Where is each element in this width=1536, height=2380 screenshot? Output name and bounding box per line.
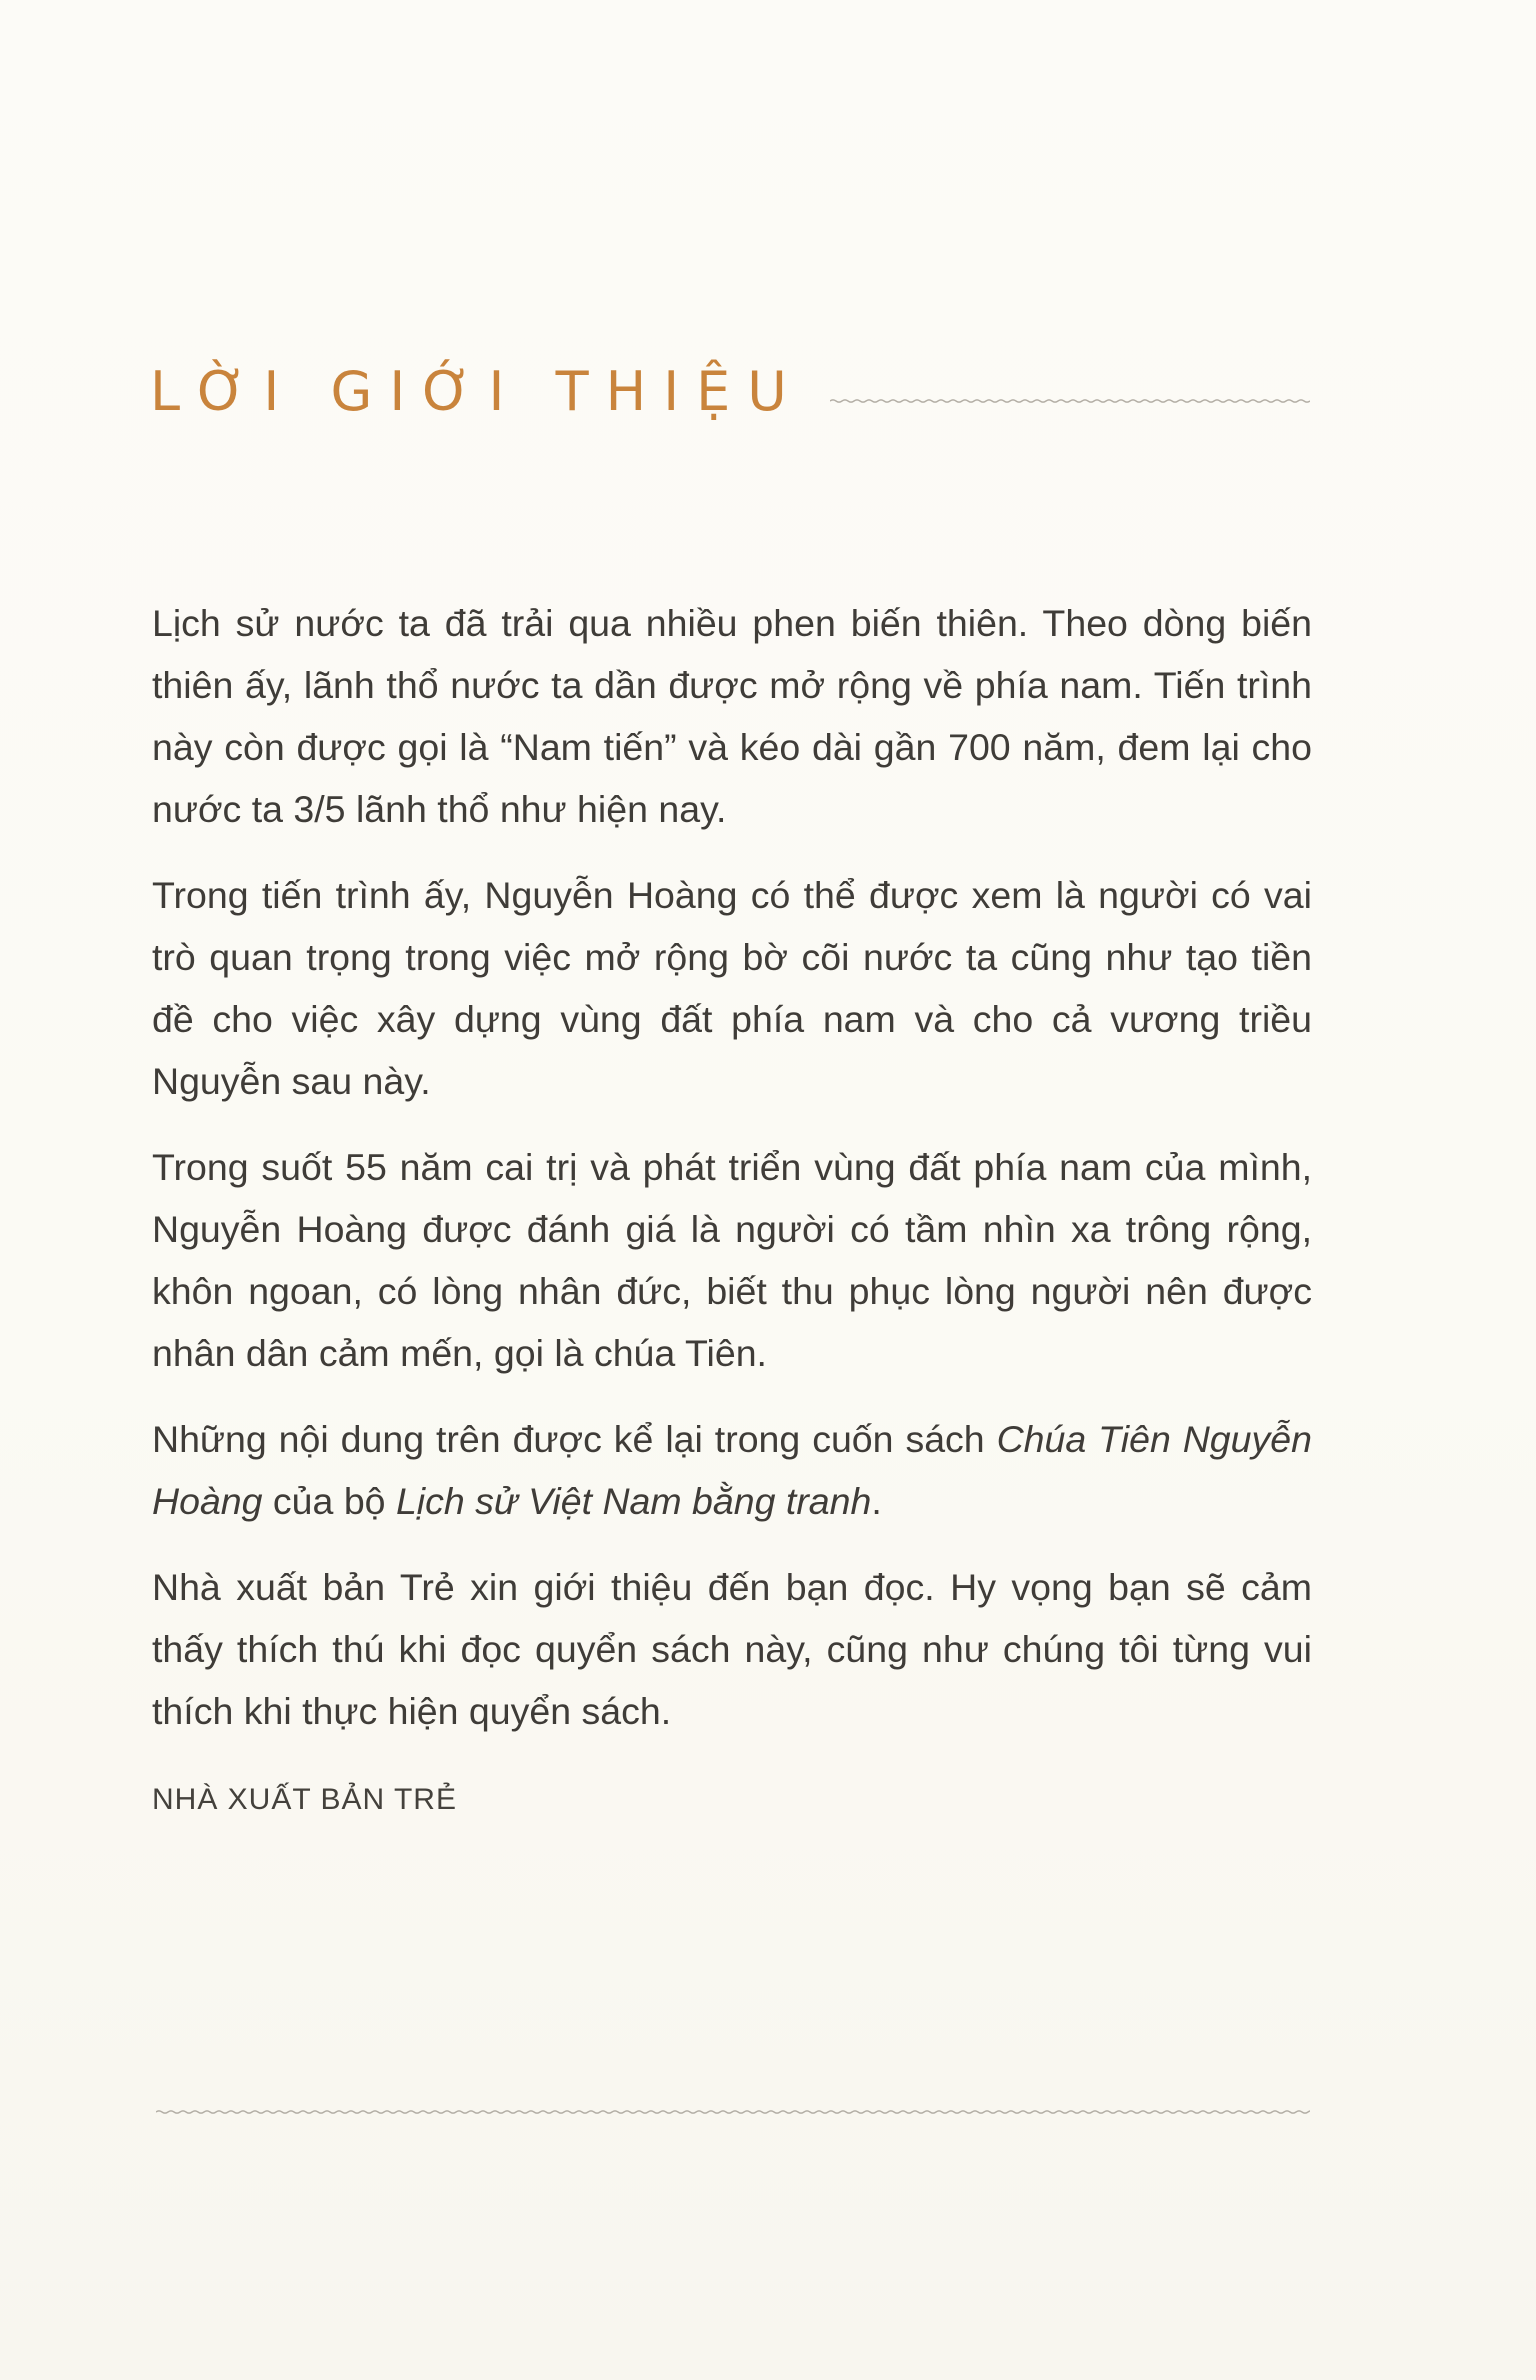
bottom-wavy-divider bbox=[156, 2107, 1310, 2117]
paragraph-1 bbox=[152, 592, 1312, 840]
heading-row bbox=[150, 352, 1310, 432]
paragraph-4-text-middle: của bộ bbox=[262, 1480, 396, 1522]
series-title: Lịch sử Việt Nam bằng tranh bbox=[395, 1480, 872, 1522]
heading-wavy-divider bbox=[830, 396, 1310, 406]
paragraph-4 bbox=[152, 1408, 1312, 1532]
paragraph-5 bbox=[152, 1556, 1312, 1742]
paragraph-2-text: Trong tiến trình ấy, Nguyễn Hoàng có thể được xem là người có vai trò quan trọng trong việc mở rộng bờ cõi nước ta cũng như tạo tiền đề cho việc xây dựng vùng đất phía nam và cho cả vương triều Nguyễn sau này. bbox=[152, 874, 1312, 1102]
paragraph-4-text-end: . bbox=[871, 1480, 882, 1522]
page-heading: LỜI GIỚI THIỆU bbox=[150, 360, 804, 423]
paragraph-3-text: Trong suốt 55 năm cai trị và phát triển vùng đất phía nam của mình, Nguyễn Hoàng được đánh giá là người có tầm nhìn xa trông rộng, khôn ngoan, có lòng nhân đức, biết thu phục lòng người nên được nhân dân cảm mến, gọi là chúa Tiên. bbox=[152, 1146, 1312, 1374]
book-title: Chúa Tiên Nguyễn Hoàng bbox=[152, 1418, 1312, 1522]
publisher-signature: NHÀ XUẤT BẢN TRẺ bbox=[152, 1783, 457, 1816]
paragraph-1-text: Lịch sử nước ta đã trải qua nhiều phen biến thiên. Theo dòng biến thiên ấy, lãnh thổ nước ta dần được mở rộng về phía nam. Tiến trình này còn được gọi là “Nam tiến” và kéo dài gần 700 năm, đem lại cho nước ta 3/5 lãnh thổ như hiện nay. bbox=[152, 602, 1312, 830]
introduction-text bbox=[152, 592, 1312, 1822]
paragraph-4-text-start: Những nội dung trên được kể lại trong cuốn sách bbox=[152, 1418, 997, 1460]
paragraph-5-text: Nhà xuất bản Trẻ xin giới thiệu đến bạn đọc. Hy vọng bạn sẽ cảm thấy thích thú khi đọc quyển sách này, cũng như chúng tôi từng vui thích khi thực hiện quyển sách. bbox=[152, 1566, 1312, 1732]
paragraph-2 bbox=[152, 864, 1312, 1112]
paragraph-3 bbox=[152, 1136, 1312, 1384]
